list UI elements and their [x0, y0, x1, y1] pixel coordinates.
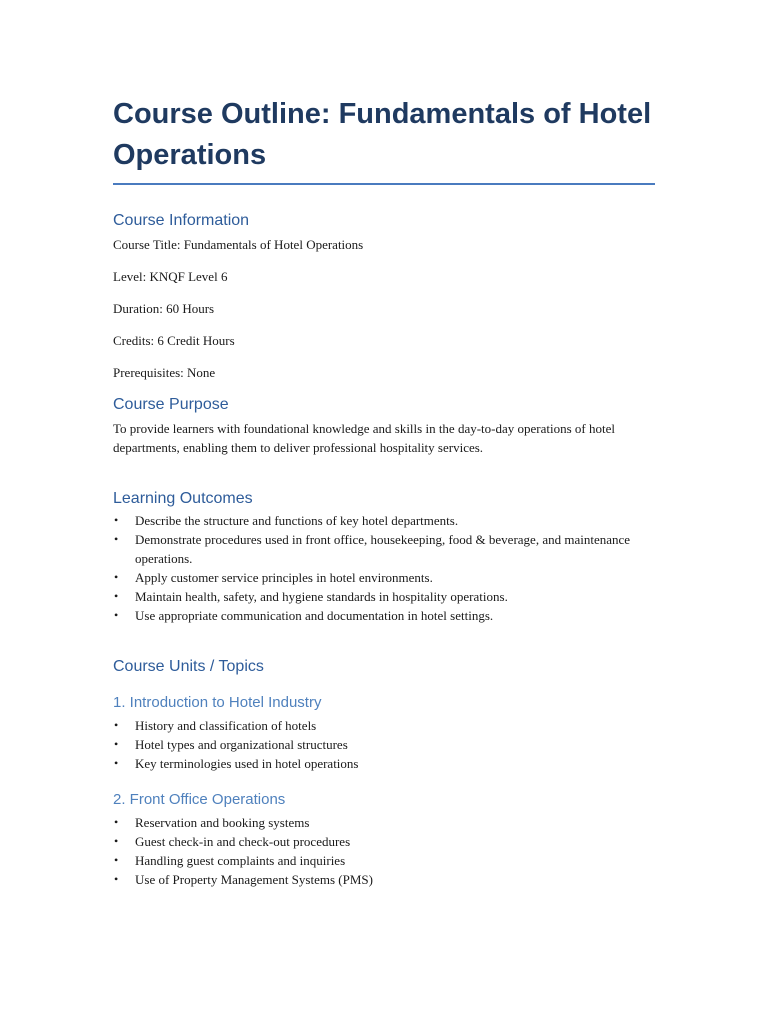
list-item [113, 606, 655, 625]
bullet-icon: • [114, 834, 119, 848]
list-item [113, 587, 655, 606]
list-item [113, 851, 655, 870]
learning-outcomes-section [113, 489, 655, 625]
list-item-text: Apply customer service principles in hotel environments. [135, 570, 433, 585]
bullet-icon: • [114, 608, 119, 622]
list-item [113, 754, 655, 773]
list-item-text: Key terminologies used in hotel operations [135, 756, 359, 771]
list-item [113, 511, 655, 530]
bullet-icon: • [114, 737, 119, 751]
course-purpose-text: To provide learners with foundational knowledge and skills in the day-to-day operations of hotel departments, enabling them to deliver professional hospitality services. [113, 421, 615, 455]
bullet-icon: • [114, 513, 119, 527]
list-item [113, 735, 655, 754]
unit-title: 2. Front Office Operations [113, 791, 286, 808]
learning-outcomes-heading: Learning Outcomes [113, 490, 253, 507]
bullet-icon: • [114, 532, 119, 546]
unit-topics-list [113, 716, 655, 773]
prerequisites-line: Prerequisites: None [113, 365, 216, 380]
learning-outcomes-list [113, 511, 655, 625]
bullet-icon: • [114, 815, 119, 829]
list-item-text: Use appropriate communication and documentation in hotel settings. [135, 608, 494, 623]
course-information-heading: Course Information [113, 212, 250, 229]
document-body [113, 94, 655, 906]
unit-title: 1. Introduction to Hotel Industry [113, 694, 322, 711]
list-item-text: Use of Property Management Systems (PMS) [135, 872, 373, 887]
course-information-section [113, 211, 655, 382]
list-item [113, 870, 655, 889]
list-item-text: Handling guest complaints and inquiries [135, 853, 346, 868]
list-item-text: Hotel types and organizational structures [135, 737, 348, 752]
duration-line: Duration: 60 Hours [113, 301, 215, 316]
course-title-line: Course Title: Fundamentals of Hotel Operations [113, 237, 364, 252]
course-units-section [113, 657, 655, 889]
bullet-icon: • [114, 872, 119, 886]
list-item-text: Maintain health, safety, and hygiene standards in hospitality operations. [135, 589, 508, 604]
list-item [113, 716, 655, 735]
unit-front-office-operations [113, 790, 655, 889]
bullet-icon: • [114, 718, 119, 732]
list-item [113, 568, 655, 587]
list-item-text: Reservation and booking systems [135, 815, 310, 830]
credits-line: Credits: 6 Credit Hours [113, 333, 235, 348]
list-item-text: Demonstrate procedures used in front office, housekeeping, food & beverage, and maintenance operations. [135, 532, 631, 566]
list-item-text: Guest check-in and check-out procedures [135, 834, 351, 849]
page-title: Course Outline: Fundamentals of Hotel Operations [113, 94, 655, 185]
level-line: Level: KNQF Level 6 [113, 269, 228, 284]
bullet-icon: • [114, 853, 119, 867]
list-item [113, 832, 655, 851]
course-purpose-section [113, 395, 655, 457]
course-purpose-heading: Course Purpose [113, 396, 229, 413]
bullet-icon: • [114, 570, 119, 584]
list-item-text: Describe the structure and functions of key hotel departments. [135, 513, 459, 528]
bullet-icon: • [114, 756, 119, 770]
unit-topics-list [113, 813, 655, 889]
list-item [113, 813, 655, 832]
course-units-heading: Course Units / Topics [113, 658, 264, 675]
unit-introduction-to-hotel-industry [113, 693, 655, 773]
bullet-icon: • [114, 589, 119, 603]
list-item [113, 530, 655, 568]
list-item-text: History and classification of hotels [135, 718, 317, 733]
